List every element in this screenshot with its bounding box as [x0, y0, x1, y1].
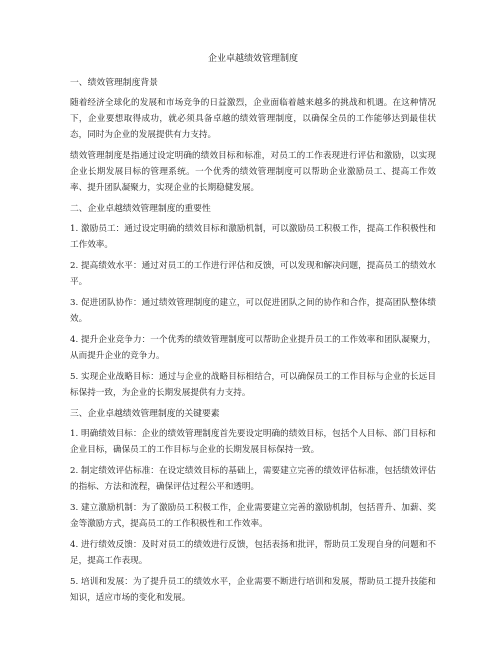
paragraph: 1. 明确绩效目标：企业的绩效管理制度首先要设定明确的绩效目标，包括个人目标、部门目标和企业目标，确保员工的工作目标与企业的长期发展目标保持一致。: [70, 429, 436, 455]
document-title: 企业卓越绩效管理制度: [207, 54, 298, 64]
section-heading: 一、绩效管理制度背景: [70, 78, 158, 88]
paragraph: 绩效管理制度是指通过设定明确的绩效目标和标准，对员工的工作表现进行评估和激励，以实现企业长期发展目标的管理系统。一个优秀的绩效管理制度可以帮助企业激励员工、提高工作效率、提升团队凝聚力，实现企业的长期稳健发展。: [70, 151, 436, 193]
section-heading: 二、企业卓越绩效管理制度的重要性: [70, 204, 211, 214]
document-body: [70, 75, 436, 606]
paragraph: 5. 培训和发展：为了提升员工的绩效水平，企业需要不断进行培训和发展，帮助员工提升技能和知识，适应市场的变化和发展。: [70, 577, 436, 603]
paragraph: 4. 进行绩效反馈：及时对员工的绩效进行反馈，包括表扬和批评，帮助员工发现自身的问题和不足，提高工作表现。: [70, 540, 436, 566]
paragraph: 3. 建立激励机制：为了激励员工积极工作，企业需要建立完善的激励机制，包括晋升、加薪、奖金等激励方式，提高员工的工作积极性和工作效率。: [70, 503, 436, 529]
paragraph: 3. 促进团队协作：通过绩效管理制度的建立，可以促进团队之间的协作和合作，提高团队整体绩效。: [70, 298, 436, 324]
paragraph: 1. 激励员工：通过设定明确的绩效目标和激励机制，可以激励员工积极工作，提高工作积极性和工作效率。: [70, 224, 436, 250]
paragraph: 4. 提升企业竞争力：一个优秀的绩效管理制度可以帮助企业提升员工的工作效率和团队凝聚力，从而提升企业的竞争力。: [70, 335, 436, 361]
section-heading: 三、企业卓越绩效管理制度的关键要素: [70, 409, 220, 419]
paragraph: 2. 制定绩效评估标准：在设定绩效目标的基础上，需要建立完善的绩效评估标准，包括绩效评估的指标、方法和流程，确保评估过程公平和透明。: [70, 466, 436, 492]
paragraph: 随着经济全球化的发展和市场竞争的日益激烈，企业面临着越来越多的挑战和机遇。在这种情况下，企业要想取得成功，就必须具备卓越的绩效管理制度，以确保全员的工作能够达到最佳状态，同时为企业的发展提供有力支持。: [70, 98, 436, 140]
paragraph: 5. 实现企业战略目标：通过与企业的战略目标相结合，可以确保员工的工作目标与企业的长远目标保持一致，为企业的长期发展提供有力支持。: [70, 372, 436, 398]
paragraph: 2. 提高绩效水平：通过对员工的工作进行评估和反馈，可以发现和解决问题，提高员工的绩效水平。: [70, 261, 436, 287]
